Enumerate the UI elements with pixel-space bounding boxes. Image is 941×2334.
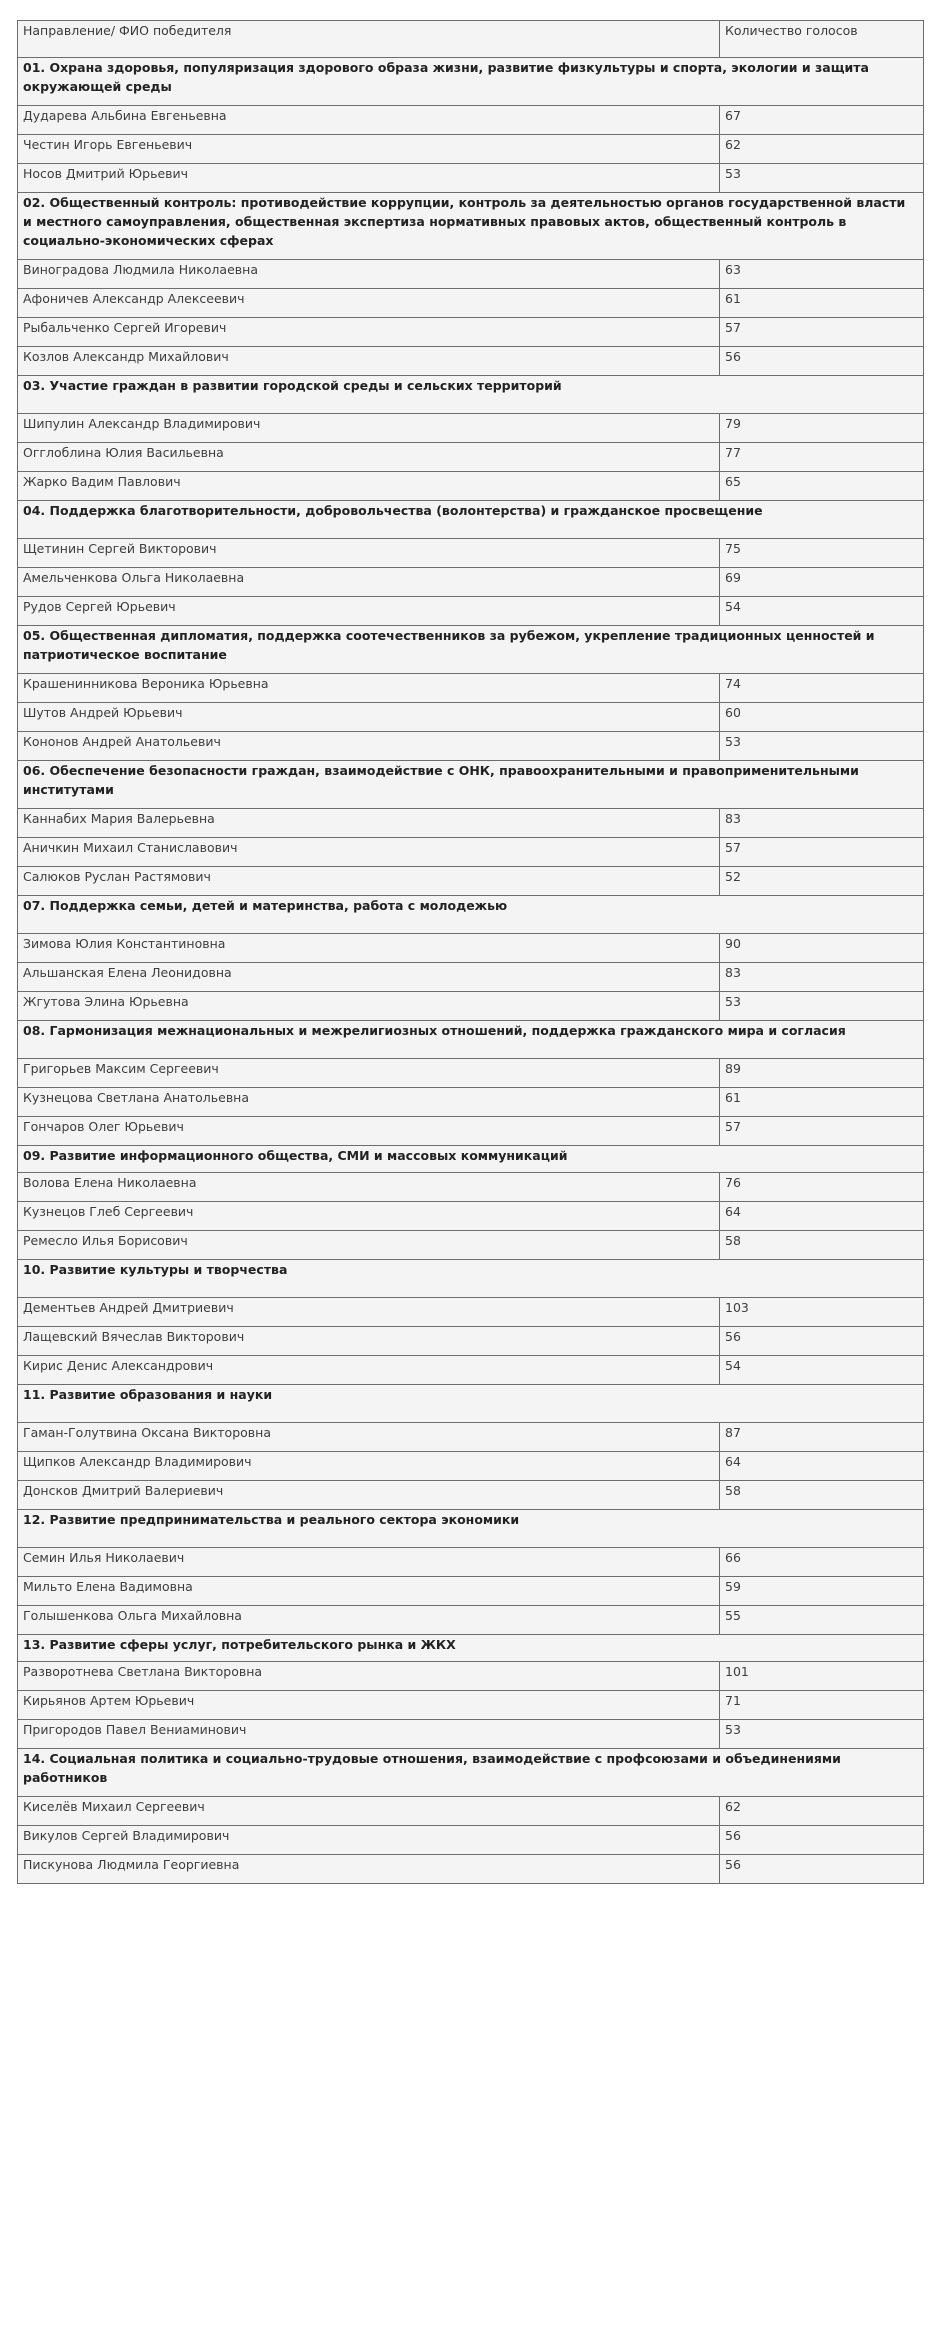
- section-title: 06. Обеспечение безопасности граждан, взаимодействие с ОНК, правоохранительными и правоприменительными институтами: [18, 761, 924, 809]
- winner-votes: 60: [720, 703, 924, 732]
- winner-votes: 54: [720, 1356, 924, 1385]
- winner-name: Шутов Андрей Юрьевич: [18, 703, 720, 732]
- winner-votes: 77: [720, 443, 924, 472]
- winner-name: Дударева Альбина Евгеньевна: [18, 106, 720, 135]
- winner-votes: 62: [720, 1797, 924, 1826]
- winner-row: [18, 568, 924, 597]
- winner-name: Викулов Сергей Владимирович: [18, 1826, 720, 1855]
- results-body: [18, 21, 924, 1884]
- winner-name: Жарко Вадим Павлович: [18, 472, 720, 501]
- winner-name: Разворотнева Светлана Викторовна: [18, 1662, 720, 1691]
- section-title: 03. Участие граждан в развитии городской среды и сельских территорий: [18, 376, 924, 414]
- winner-row: [18, 106, 924, 135]
- winner-row: [18, 597, 924, 626]
- winner-row: [18, 1662, 924, 1691]
- winner-name: Крашенинникова Вероника Юрьевна: [18, 674, 720, 703]
- winner-votes: 76: [720, 1173, 924, 1202]
- winner-row: [18, 164, 924, 193]
- winner-votes: 103: [720, 1298, 924, 1327]
- winner-name: Кузнецова Светлана Анатольевна: [18, 1088, 720, 1117]
- winner-votes: 56: [720, 1855, 924, 1884]
- winner-votes: 90: [720, 934, 924, 963]
- section-title: 09. Развитие информационного общества, СМИ и массовых коммуникаций: [18, 1146, 924, 1173]
- winner-votes: 55: [720, 1606, 924, 1635]
- winner-name: Пригородов Павел Вениаминович: [18, 1720, 720, 1749]
- header-row: [18, 21, 924, 58]
- winner-row: [18, 1202, 924, 1231]
- winner-name: Жгутова Элина Юрьевна: [18, 992, 720, 1021]
- section-header-row: [18, 501, 924, 539]
- winner-votes: 63: [720, 260, 924, 289]
- winner-votes: 56: [720, 1327, 924, 1356]
- section-header-row: [18, 761, 924, 809]
- winner-votes: 87: [720, 1423, 924, 1452]
- winner-row: [18, 289, 924, 318]
- winner-votes: 53: [720, 732, 924, 761]
- winner-row: [18, 1423, 924, 1452]
- winner-row: [18, 934, 924, 963]
- winner-name: Козлов Александр Михайлович: [18, 347, 720, 376]
- winner-row: [18, 1826, 924, 1855]
- header-name-cell: Направление/ ФИО победителя: [18, 21, 720, 58]
- winner-name: Гончаров Олег Юрьевич: [18, 1117, 720, 1146]
- winner-row: [18, 732, 924, 761]
- section-header-row: [18, 1510, 924, 1548]
- winner-row: [18, 260, 924, 289]
- winner-votes: 57: [720, 838, 924, 867]
- winner-row: [18, 414, 924, 443]
- winner-name: Кирис Денис Александрович: [18, 1356, 720, 1385]
- winner-name: Ремесло Илья Борисович: [18, 1231, 720, 1260]
- section-title: 05. Общественная дипломатия, поддержка соотечественников за рубежом, укрепление традиционных ценностей и патриотическое воспитание: [18, 626, 924, 674]
- winner-votes: 57: [720, 1117, 924, 1146]
- winner-row: [18, 1691, 924, 1720]
- winner-row: [18, 867, 924, 896]
- winner-name: Амельченкова Ольга Николаевна: [18, 568, 720, 597]
- winner-name: Григорьев Максим Сергеевич: [18, 1059, 720, 1088]
- winner-name: Честин Игорь Евгеньевич: [18, 135, 720, 164]
- section-header-row: [18, 376, 924, 414]
- section-title: 07. Поддержка семьи, детей и материнства, работа с молодежью: [18, 896, 924, 934]
- winner-name: Аничкин Михаил Станиславович: [18, 838, 720, 867]
- winner-row: [18, 809, 924, 838]
- winner-votes: 56: [720, 1826, 924, 1855]
- section-header-row: [18, 1021, 924, 1059]
- winner-name: Огглоблина Юлия Васильевна: [18, 443, 720, 472]
- winner-votes: 59: [720, 1577, 924, 1606]
- section-title: 10. Развитие культуры и творчества: [18, 1260, 924, 1298]
- winner-name: Семин Илья Николаевич: [18, 1548, 720, 1577]
- winner-votes: 69: [720, 568, 924, 597]
- winner-votes: 89: [720, 1059, 924, 1088]
- section-header-row: [18, 626, 924, 674]
- section-title: 14. Социальная политика и социально-трудовые отношения, взаимодействие с профсоюзами и объединениями работников: [18, 1749, 924, 1797]
- section-title: 11. Развитие образования и науки: [18, 1385, 924, 1423]
- winner-row: [18, 992, 924, 1021]
- winner-row: [18, 1356, 924, 1385]
- winner-votes: 57: [720, 318, 924, 347]
- winner-row: [18, 443, 924, 472]
- winner-row: [18, 1173, 924, 1202]
- winner-name: Каннабих Мария Валерьевна: [18, 809, 720, 838]
- winner-row: [18, 838, 924, 867]
- section-header-row: [18, 193, 924, 260]
- winner-votes: 52: [720, 867, 924, 896]
- winner-row: [18, 674, 924, 703]
- winner-name: Волова Елена Николаевна: [18, 1173, 720, 1202]
- winner-row: [18, 1720, 924, 1749]
- winner-name: Зимова Юлия Константиновна: [18, 934, 720, 963]
- winner-row: [18, 1088, 924, 1117]
- winner-name: Голышенкова Ольга Михайловна: [18, 1606, 720, 1635]
- winner-row: [18, 703, 924, 732]
- winner-votes: 101: [720, 1662, 924, 1691]
- winner-row: [18, 1855, 924, 1884]
- winner-votes: 65: [720, 472, 924, 501]
- winner-row: [18, 1481, 924, 1510]
- winner-votes: 67: [720, 106, 924, 135]
- section-title: 01. Охрана здоровья, популяризация здорового образа жизни, развитие физкультуры и спорта, экологии и защита окружающей среды: [18, 58, 924, 106]
- section-header-row: [18, 1749, 924, 1797]
- winner-name: Рыбальченко Сергей Игоревич: [18, 318, 720, 347]
- winner-row: [18, 1117, 924, 1146]
- winner-name: Щипков Александр Владимирович: [18, 1452, 720, 1481]
- winner-votes: 62: [720, 135, 924, 164]
- winner-votes: 56: [720, 347, 924, 376]
- winner-votes: 61: [720, 1088, 924, 1117]
- winner-name: Салюков Руслан Растямович: [18, 867, 720, 896]
- section-title: 02. Общественный контроль: противодействие коррупции, контроль за деятельностью органов государственной власти и местного самоуправления, общественная экспертиза нормативных правовых актов, общественный контроль в социально-экономических сферах: [18, 193, 924, 260]
- winner-votes: 79: [720, 414, 924, 443]
- winner-votes: 66: [720, 1548, 924, 1577]
- section-title: 04. Поддержка благотворительности, добровольчества (волонтерства) и гражданское просвещение: [18, 501, 924, 539]
- winner-row: [18, 1606, 924, 1635]
- winner-name: Кузнецов Глеб Сергеевич: [18, 1202, 720, 1231]
- section-header-row: [18, 1260, 924, 1298]
- winner-row: [18, 1452, 924, 1481]
- header-votes-cell: Количество голосов: [720, 21, 924, 58]
- winner-name: Лащевский Вячеслав Викторович: [18, 1327, 720, 1356]
- winner-name: Рудов Сергей Юрьевич: [18, 597, 720, 626]
- winner-name: Щетинин Сергей Викторович: [18, 539, 720, 568]
- section-header-row: [18, 1385, 924, 1423]
- winner-name: Кирьянов Артем Юрьевич: [18, 1691, 720, 1720]
- section-header-row: [18, 1146, 924, 1173]
- winner-name: Гаман-Голутвина Оксана Викторовна: [18, 1423, 720, 1452]
- winner-row: [18, 963, 924, 992]
- winner-row: [18, 1327, 924, 1356]
- section-title: 12. Развитие предпринимательства и реального сектора экономики: [18, 1510, 924, 1548]
- winner-row: [18, 1231, 924, 1260]
- results-table: [17, 20, 924, 1884]
- winner-row: [18, 539, 924, 568]
- winner-votes: 58: [720, 1231, 924, 1260]
- winner-row: [18, 1797, 924, 1826]
- winner-name: Альшанская Елена Леонидовна: [18, 963, 720, 992]
- winner-name: Шипулин Александр Владимирович: [18, 414, 720, 443]
- winner-name: Мильто Елена Вадимовна: [18, 1577, 720, 1606]
- section-header-row: [18, 1635, 924, 1662]
- winner-name: Виноградова Людмила Николаевна: [18, 260, 720, 289]
- winner-row: [18, 472, 924, 501]
- winner-row: [18, 1577, 924, 1606]
- winner-name: Носов Дмитрий Юрьевич: [18, 164, 720, 193]
- winner-name: Кононов Андрей Анатольевич: [18, 732, 720, 761]
- winner-name: Пискунова Людмила Георгиевна: [18, 1855, 720, 1884]
- section-title: 08. Гармонизация межнациональных и межрелигиозных отношений, поддержка гражданского мира и согласия: [18, 1021, 924, 1059]
- winner-votes: 53: [720, 1720, 924, 1749]
- winner-name: Киселёв Михаил Сергеевич: [18, 1797, 720, 1826]
- winner-votes: 83: [720, 809, 924, 838]
- winner-row: [18, 1298, 924, 1327]
- winner-row: [18, 318, 924, 347]
- winner-row: [18, 347, 924, 376]
- winner-votes: 71: [720, 1691, 924, 1720]
- section-header-row: [18, 896, 924, 934]
- winner-name: Донсков Дмитрий Валериевич: [18, 1481, 720, 1510]
- winner-votes: 74: [720, 674, 924, 703]
- winner-row: [18, 1059, 924, 1088]
- section-title: 13. Развитие сферы услуг, потребительского рынка и ЖКХ: [18, 1635, 924, 1662]
- winner-name: Афоничев Александр Алексеевич: [18, 289, 720, 318]
- winner-votes: 75: [720, 539, 924, 568]
- winner-votes: 61: [720, 289, 924, 318]
- winner-votes: 64: [720, 1452, 924, 1481]
- winner-votes: 53: [720, 164, 924, 193]
- winner-votes: 54: [720, 597, 924, 626]
- winner-name: Дементьев Андрей Дмитриевич: [18, 1298, 720, 1327]
- winner-votes: 58: [720, 1481, 924, 1510]
- winner-row: [18, 1548, 924, 1577]
- winner-row: [18, 135, 924, 164]
- winner-votes: 53: [720, 992, 924, 1021]
- winner-votes: 64: [720, 1202, 924, 1231]
- winner-votes: 83: [720, 963, 924, 992]
- section-header-row: [18, 58, 924, 106]
